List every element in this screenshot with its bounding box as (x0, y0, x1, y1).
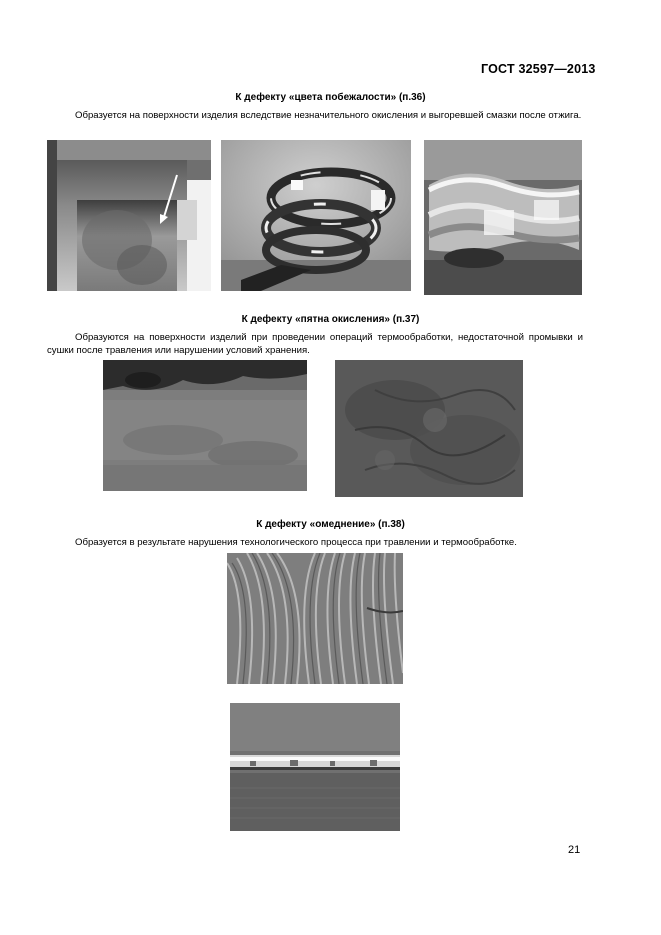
photo-copper-plating-wire-close (230, 703, 400, 831)
photo-temper-colors-roll (424, 140, 582, 295)
section-text-oxidation-spots: Образуются на поверхности изделий при проведении операций термообработки, недостаточной промывки и сушки после травления или нарушении условий хранения. (47, 332, 583, 356)
page-number: 21 (568, 844, 581, 856)
photo-temper-colors-strip (47, 140, 211, 291)
photo-copper-plating-wire-coils (227, 553, 403, 684)
document-code: ГОСТ 32597—2013 (481, 62, 596, 76)
photo-oxidation-spots-1 (103, 360, 307, 491)
photo-oxidation-spots-2 (335, 360, 523, 497)
section-heading-oxidation-spots: К дефекту «пятна окисления» (п.37) (241, 314, 420, 325)
section-text-temper-colors: Образуется на поверхности изделия вследствие незначительного окисления и выгоревшей смазки после отжига. (75, 110, 582, 121)
section-heading-temper-colors: К дефекту «цвета побежалости» (п.36) (235, 92, 426, 103)
section-text-copper-plating: Образуется в результате нарушения технологического процесса при травлении и термообработке. (75, 537, 517, 548)
photo-temper-colors-coils (221, 140, 411, 291)
section-heading-copper-plating: К дефекту «омеднение» (п.38) (256, 519, 405, 530)
